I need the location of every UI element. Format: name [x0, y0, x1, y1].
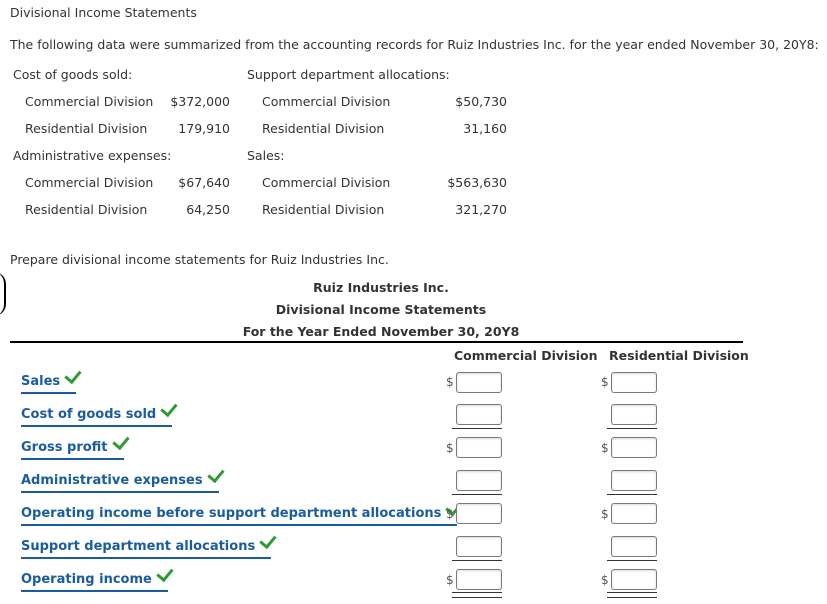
check-icon [161, 399, 178, 417]
subtotal-rule [452, 560, 502, 561]
instruction-text: Prepare divisional income statements for Ruiz Industries Inc. [10, 252, 389, 267]
row-label: Support department allocations [21, 539, 256, 554]
row-cost-of-goods-sold [21, 403, 172, 427]
op-income-residential-input[interactable] [611, 569, 657, 590]
total-double-rule [607, 592, 657, 598]
op-income-commercial-input[interactable] [456, 569, 502, 590]
support-commercial-label: Commercial Division [262, 94, 391, 109]
subtotal-rule [607, 560, 657, 561]
admin-commercial-input[interactable] [456, 470, 502, 491]
subtotal-rule [607, 428, 657, 429]
row-support-department-allocations [21, 535, 271, 559]
admin-commercial-label: Commercial Division [25, 175, 154, 190]
subtotal-rule [452, 494, 502, 495]
dollar-sign: $ [446, 441, 454, 455]
statement-company: Ruiz Industries Inc. [313, 280, 449, 295]
row-label: Administrative expenses [21, 473, 203, 488]
cogs-residential-input[interactable] [611, 404, 657, 425]
admin-heading: Administrative expenses: [13, 148, 172, 163]
admin-residential-label: Residential Division [25, 202, 148, 217]
dollar-sign: $ [601, 573, 609, 587]
cogs-residential-value: 179,910 [178, 121, 230, 136]
row-gross-profit [21, 436, 124, 460]
admin-residential-value: 64,250 [186, 202, 230, 217]
check-icon [207, 465, 224, 483]
cogs-residential-label: Residential Division [25, 121, 148, 136]
admin-residential-input[interactable] [611, 470, 657, 491]
statement-title: Divisional Income Statements [275, 302, 487, 317]
page-title: Divisional Income Statements [10, 5, 197, 20]
intro-text: The following data were summarized from the accounting records for Ruiz Industries Inc. for the year ended November 30, 20Y8: [10, 37, 819, 52]
gross-profit-residential-input[interactable] [611, 437, 657, 458]
dollar-sign: $ [601, 375, 609, 389]
dollar-sign: $ [446, 375, 454, 389]
subtotal-rule [607, 494, 657, 495]
row-label: Gross profit [21, 440, 108, 455]
sales-heading: Sales: [247, 148, 285, 163]
statement-period: For the Year Ended November 30, 20Y8 [242, 324, 520, 339]
support-alloc-commercial-input[interactable] [456, 536, 502, 557]
gross-profit-commercial-input[interactable] [456, 437, 502, 458]
support-residential-label: Residential Division [262, 121, 385, 136]
row-label: Sales [21, 374, 61, 389]
admin-commercial-value: $67,640 [178, 175, 230, 190]
cogs-commercial-label: Commercial Division [25, 94, 154, 109]
dollar-sign: $ [446, 507, 454, 521]
support-heading: Support department allocations: [247, 67, 450, 82]
op-income-before-residential-input[interactable] [611, 503, 657, 524]
sales-commercial-label: Commercial Division [262, 175, 391, 190]
check-icon [64, 366, 81, 384]
col-header-commercial: Commercial Division [454, 348, 598, 363]
row-administrative-expenses [21, 469, 219, 493]
dollar-sign: $ [601, 507, 609, 521]
header-rule [10, 341, 743, 343]
col-header-residential: Residential Division [609, 348, 749, 363]
total-double-rule [452, 592, 502, 598]
sales-residential-input[interactable] [611, 372, 657, 393]
check-icon [156, 564, 173, 582]
row-label: Operating income before support department allocations [21, 506, 442, 521]
row-operating-income [21, 568, 168, 592]
op-income-before-commercial-input[interactable] [456, 503, 502, 524]
row-label: Cost of goods sold [21, 407, 157, 422]
cogs-heading: Cost of goods sold: [13, 67, 133, 82]
check-icon [259, 531, 276, 549]
sales-commercial-input[interactable] [456, 372, 502, 393]
row-label: Operating income [21, 572, 152, 587]
support-residential-value: 31,160 [463, 121, 507, 136]
row-sales [21, 370, 76, 394]
support-alloc-residential-input[interactable] [611, 536, 657, 557]
dollar-sign: $ [601, 441, 609, 455]
sales-commercial-value: $563,630 [447, 175, 507, 190]
dollar-sign: $ [446, 573, 454, 587]
cogs-commercial-value: $372,000 [170, 94, 230, 109]
row-operating-income-before-allocations [21, 502, 457, 526]
subtotal-rule [452, 428, 502, 429]
check-icon [112, 432, 129, 450]
sales-residential-value: 321,270 [455, 202, 507, 217]
support-commercial-value: $50,730 [455, 94, 507, 109]
sales-residential-label: Residential Division [262, 202, 385, 217]
cogs-commercial-input[interactable] [456, 404, 502, 425]
